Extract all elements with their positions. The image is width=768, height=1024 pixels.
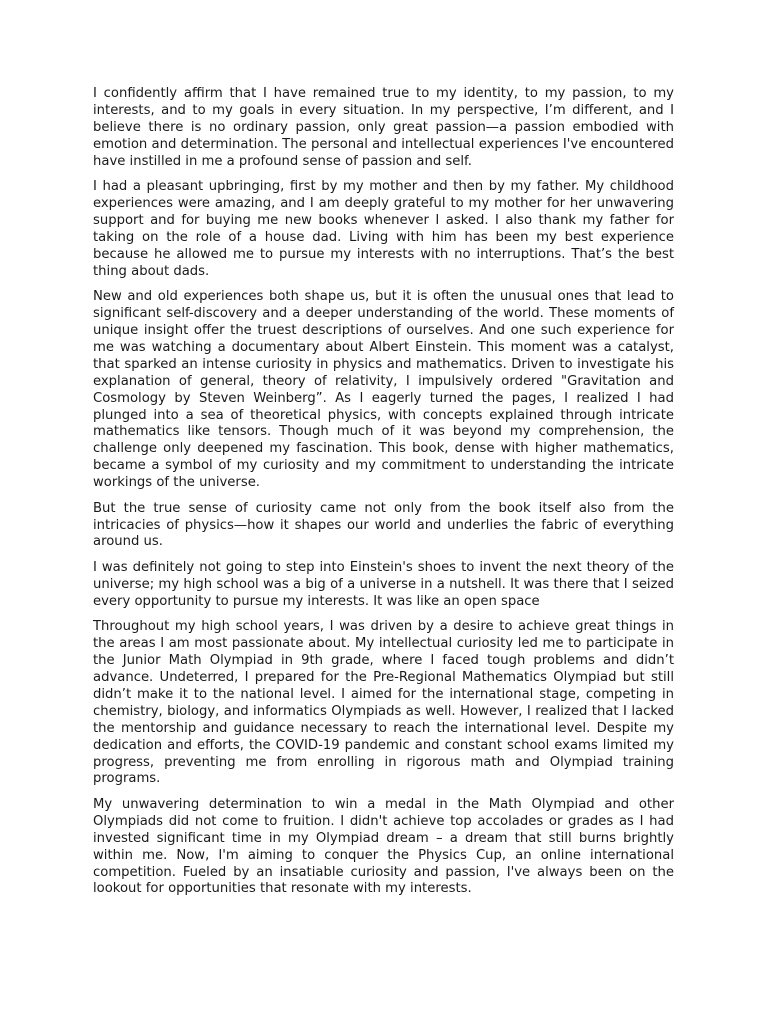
paragraph-curiosity: But the true sense of curiosity came not only from the book itself also from the intricacies of physics—how it shapes our world and underlies the fabric of everything around us. (93, 500, 674, 550)
paragraph-high-school: I was definitely not going to step into Einstein's shoes to invent the next theory of the universe; my high school was a big of a universe in a nutshell. It was there that I seized every opportunity to pursue my interests. It was like an open space (93, 559, 674, 609)
paragraph-einstein: New and old experiences both shape us, but it is often the unusual ones that lead to significant self-discovery and a deeper understanding of the world. These moments of unique insight offer the truest descriptions of ourselves. And one such experience for me was watching a documentary about Albert Einstein. This moment was a catalyst, that sparked an intense curiosity in physics and mathematics. Driven to investigate his explanation of general, theory of relativity, I impulsively ordered "Gravitation and Cosmology by Steven Weinberg”. As I eagerly turned the pages, I realized I had plunged into a sea of theoretical physics, with concepts explained through intricate mathematics like tensors. Though much of it was beyond my comprehension, the challenge only deepened my fascination. This book, dense with higher mathematics, became a symbol of my curiosity and my commitment to understanding the intricate workings of the universe. (93, 289, 674, 491)
paragraph-upbringing: I had a pleasant upbringing, first by my mother and then by my father. My childhood experiences were amazing, and I am deeply grateful to my mother for her unwavering support and for buying me new books whenever I asked. I also thank my father for taking on the role of a house dad. Living with him has been my best experience because he allowed me to pursue my interests with no interruptions. That’s the best thing about dads. (93, 179, 674, 279)
paragraph-identity: I confidently affirm that I have remained true to my identity, to my passion, to my interests, and to my goals in every situation. In my perspective, I’m different, and I believe there is no ordinary passion, only great passion—a passion embodied with emotion and determination. The personal and intellectual experiences I've encountered have instilled in me a profound sense of passion and self. (93, 86, 674, 169)
paragraph-olympiad: Throughout my high school years, I was driven by a desire to achieve great things in the areas I am most passionate about. My intellectual curiosity led me to participate in the Junior Math Olympiad in 9th grade, where I faced tough problems and didn’t advance. Undeterred, I prepared for the Pre-Regional Mathematics Olympiad but still didn’t make it to the national level. I aimed for the international stage, competing in chemistry, biology, and informatics Olympiads as well. However, I realized that I lacked the mentorship and guidance necessary to reach the international level. Despite my dedication and efforts, the COVID-19 pandemic and constant school exams limited my progress, preventing me from enrolling in rigorous math and Olympiad training programs. (93, 619, 674, 787)
paragraph-determination: My unwavering determination to win a medal in the Math Olympiad and other Olympiads did not come to fruition. I didn't achieve top accolades or grades as I had invested significant time in my Olympiad dream – a dream that still burns brightly within me. Now, I'm aiming to conquer the Physics Cup, an online international competition. Fueled by an insatiable curiosity and passion, I've always been on the lookout for opportunities that resonate with my interests. (93, 796, 674, 897)
document-page (93, 86, 674, 907)
